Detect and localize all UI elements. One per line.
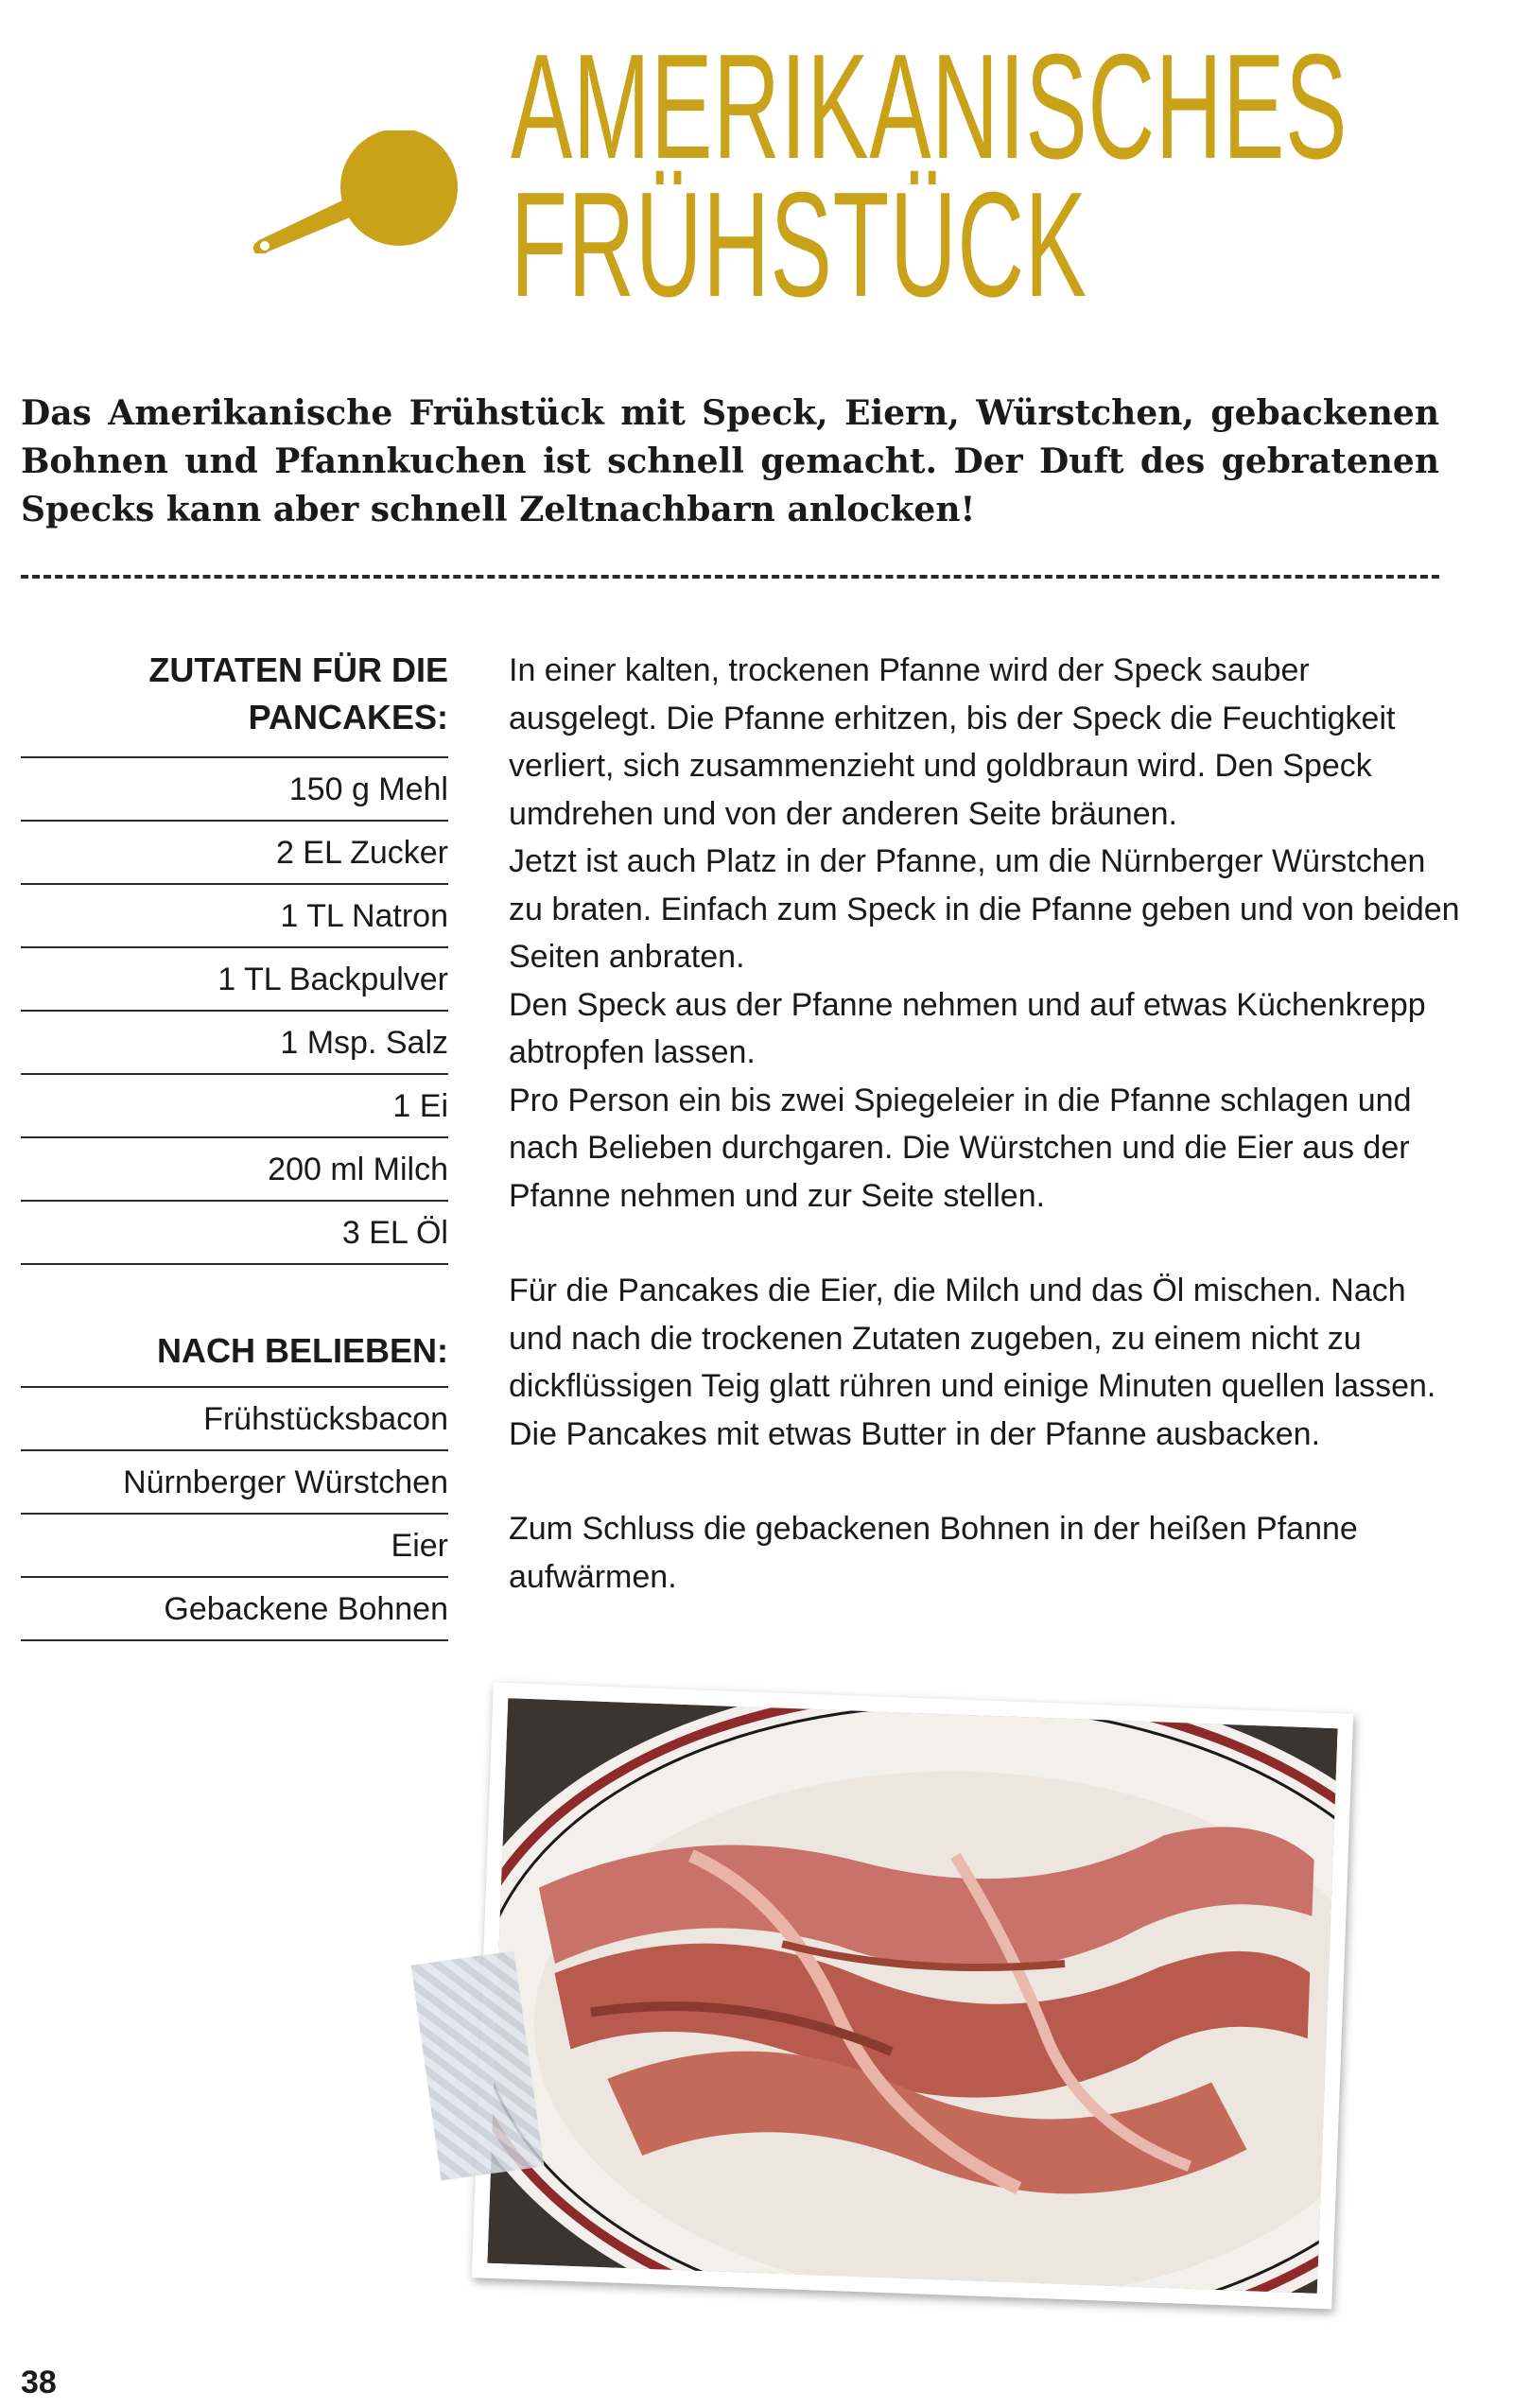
- title-line-1: AMERIKANISCHES: [511, 24, 1348, 190]
- optional-item: Nürnberger Würstchen: [21, 1451, 448, 1515]
- ingredients-heading: ZUTATEN FÜR DIE PANCAKES:: [21, 647, 448, 758]
- ingredient-item: 1 Msp. Salz: [21, 1012, 448, 1075]
- ingredient-item: 1 TL Natron: [21, 885, 448, 948]
- method-paragraph: In einer kalten, trockenen Pfanne wird der Speck sauber ausgelegt. Die Pfanne erhitzen, bis der Speck die Feuchtigkeit verliert, sich zusammenzieht und goldbraun wird. Den Speck umdrehen und von der anderen Seite bräunen.: [509, 652, 1396, 832]
- ingredient-item: 200 ml Milch: [21, 1138, 448, 1202]
- optional-list: [21, 1388, 448, 1641]
- bacon-photo: [463, 1683, 1343, 2307]
- bacon-plate-illustration: [487, 1698, 1337, 2294]
- ingredient-item: 2 EL Zucker: [21, 822, 448, 885]
- method-paragraph: Zum Schluss die gebackenen Bohnen in der heißen Pfanne aufwärmen.: [509, 1511, 1358, 1595]
- method-paragraph: Den Speck aus der Pfanne nehmen und auf etwas Küchenkrepp abtropfen lassen.: [509, 986, 1426, 1070]
- ingredient-item: 150 g Mehl: [21, 758, 448, 822]
- optional-heading: NACH BELIEBEN:: [21, 1327, 448, 1388]
- optional-item: Gebackene Bohnen: [21, 1578, 448, 1641]
- frying-pan-icon: [248, 130, 465, 253]
- ingredients-column: [21, 647, 448, 1641]
- method-paragraph: Jetzt ist auch Platz in der Pfanne, um die Nürnberger Würstchen zu braten. Einfach zum Speck in die Pfanne geben und von beiden Seiten anbraten.: [509, 843, 1460, 975]
- ingredient-item: 3 EL Öl: [21, 1202, 448, 1265]
- ingredients-list: [21, 758, 448, 1265]
- optional-item: Eier: [21, 1515, 448, 1578]
- ingredient-item: 1 Ei: [21, 1075, 448, 1138]
- method-column: [509, 647, 1464, 1601]
- page-number: 38: [21, 2365, 57, 2400]
- intro-paragraph: Das Amerikanische Frühstück mit Speck, Eiern, Würstchen, gebackenen Bohnen und Pfannkuchen ist schnell gemacht. Der Duft des gebratenen Specks kann aber schnell Zeltnachbarn anlocken!: [21, 393, 1439, 529]
- method-paragraph: Pro Person ein bis zwei Spiegeleier in die Pfanne schlagen und nach Belieben durchgaren. Die Würstchen und die Eier aus der Pfanne nehmen und zur Seite stellen.: [509, 1082, 1412, 1214]
- title-line-2: FRÜHSTÜCK: [511, 162, 1087, 328]
- method-paragraph: Für die Pancakes die Eier, die Milch und das Öl mischen. Nach und nach die trockenen Zutaten zugeben, zu einem nicht zu dickflüssigen Teig glatt rühren und einige Minuten quellen lassen. Die Pancakes mit etwas Butter in der Pfanne ausbacken.: [509, 1273, 1436, 1452]
- dashed-divider: [21, 575, 1439, 579]
- photo-frame: [472, 1683, 1353, 2310]
- optional-item: Frühstücksbacon: [21, 1388, 448, 1451]
- page-title: [511, 24, 1348, 328]
- ingredient-item: 1 TL Backpulver: [21, 948, 448, 1012]
